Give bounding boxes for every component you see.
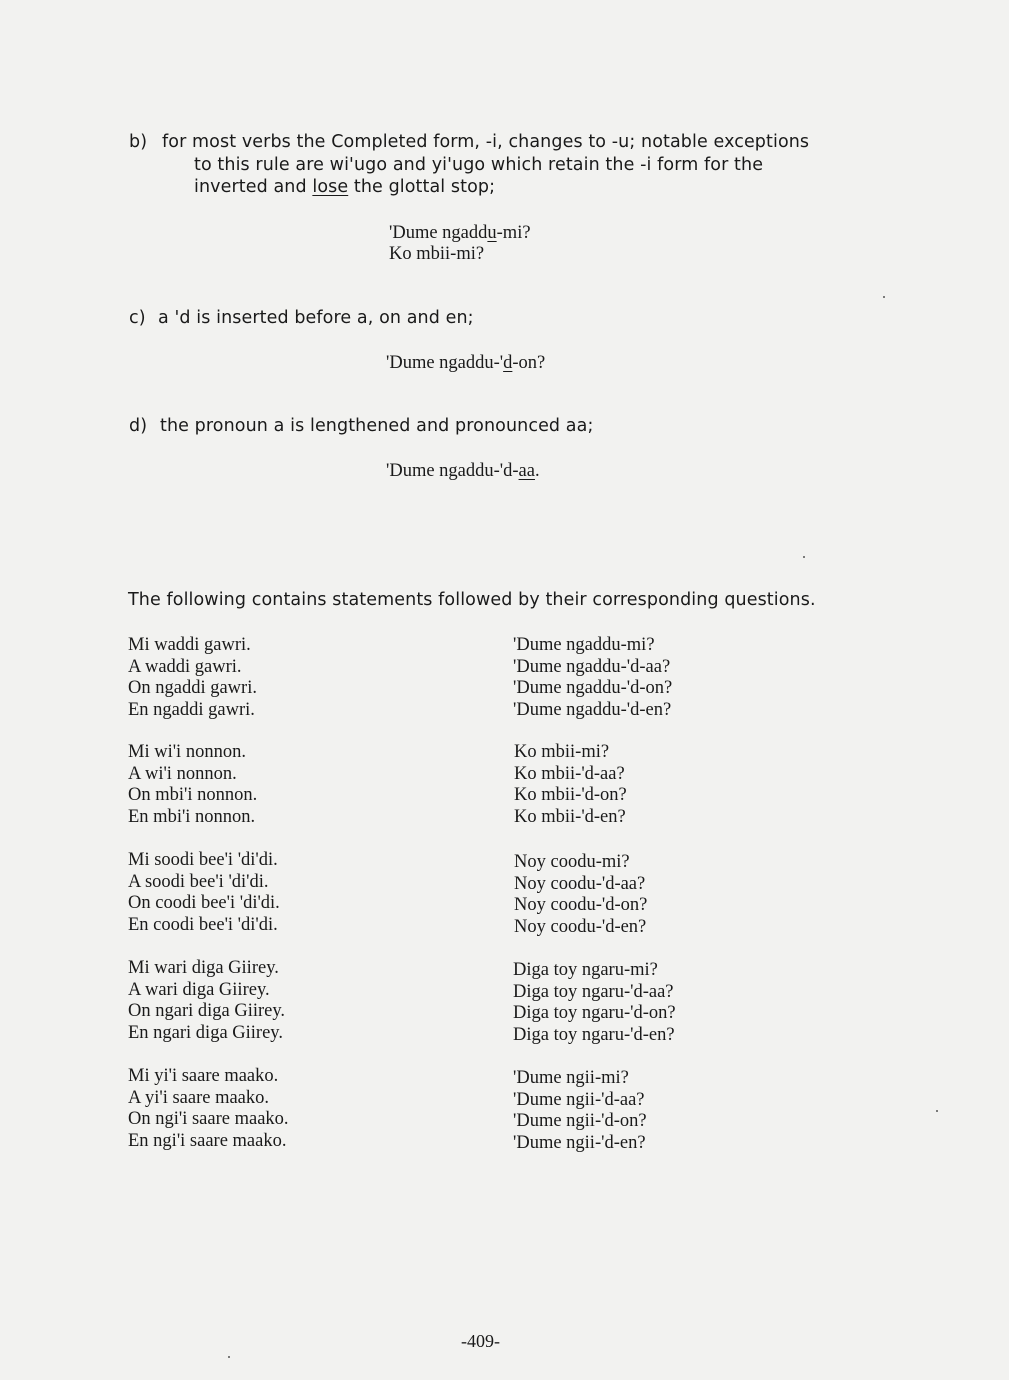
statement: On ngari diga Giirey. [128, 1001, 286, 1022]
question: Ko mbii-'d-en? [514, 807, 626, 828]
rule-b-marker: b) [129, 132, 148, 152]
statement: On ngaddi gawri. [128, 678, 257, 699]
statement: En mbi'i nonnon. [128, 807, 256, 828]
question-group-1 [513, 635, 672, 722]
question: Noy coodu-mi? [514, 852, 630, 872]
question: Diga toy ngaru-'d-aa? [513, 981, 674, 1002]
statement-group-4 [128, 958, 285, 1045]
statement: A yi'i saare maako. [128, 1087, 270, 1108]
statement: Mi soodi bee'i 'di'di. [128, 850, 278, 870]
statement: On ngi'i saare maako. [128, 1109, 289, 1130]
rule-b-line-2: to this rule are wi'ugo and yi'ugo which retain the -i form for the [194, 155, 764, 175]
statement-group-1 [128, 635, 257, 722]
question: Noy coodu-'d-on? [514, 895, 648, 916]
rule-b-example-2: Ko mbii-mi? [389, 244, 485, 264]
scan-speck [803, 556, 805, 558]
question-group-3 [514, 852, 647, 939]
question: Noy coodu-'d-aa? [514, 873, 646, 894]
statement: Mi wi'i nonnon. [128, 742, 246, 762]
question: 'Dume ngaddu-'d-on? [513, 678, 673, 699]
question: 'Dume ngaddu-'d-en? [513, 700, 672, 721]
statement: En coodi bee'i 'di'di. [128, 915, 278, 936]
statement-group-3 [128, 850, 280, 937]
question: Ko mbii-'d-aa? [514, 763, 625, 784]
rule-d-example: 'Dume ngaddu-'d-aa. [386, 461, 540, 481]
question: Noy coodu-'d-en? [514, 917, 647, 938]
question: 'Dume ngii-mi? [513, 1068, 629, 1088]
question: Diga toy ngaru-'d-en? [513, 1025, 675, 1046]
question: Diga toy ngaru-'d-on? [513, 1003, 676, 1024]
question: Ko mbii-'d-on? [514, 785, 627, 806]
statement: En ngi'i saare maako. [128, 1131, 287, 1152]
question: 'Dume ngii-'d-aa? [513, 1089, 645, 1110]
rule-c-text: a 'd is inserted before a, on and en; [158, 308, 474, 328]
question: 'Dume ngii-'d-en? [513, 1133, 646, 1154]
statement: A waddi gawri. [128, 656, 242, 677]
question: 'Dume ngii-'d-on? [513, 1111, 647, 1132]
question-group-4 [513, 960, 676, 1047]
rule-c-marker: c) [129, 308, 146, 328]
rule-c-example: 'Dume ngaddu-'d-on? [386, 353, 546, 373]
statement: En ngaddi gawri. [128, 700, 255, 721]
statement: A wari diga Giirey. [128, 979, 270, 1000]
statement: En ngari diga Giirey. [128, 1023, 283, 1044]
statement-group-2 [128, 742, 257, 829]
question: Ko mbii-mi? [514, 742, 610, 762]
page-number: -409- [461, 1331, 500, 1351]
statement: Mi waddi gawri. [128, 635, 251, 655]
statement: A wi'i nonnon. [128, 763, 237, 784]
rule-d-text: the pronoun a is lengthened and pronounced aa; [160, 416, 594, 436]
scan-speck [936, 1110, 938, 1112]
question: 'Dume ngaddu-mi? [513, 635, 655, 655]
statement: Mi yi'i saare maako. [128, 1066, 279, 1086]
statement: On coodi bee'i 'di'di. [128, 893, 280, 914]
rule-b-example-1: 'Dume ngaddu-mi? [389, 223, 531, 243]
question-group-5 [513, 1068, 647, 1155]
intro-sentence: The following contains statements followed by their corresponding questions. [128, 590, 816, 610]
question: Diga toy ngaru-mi? [513, 960, 658, 980]
scan-speck [228, 1356, 230, 1358]
statement-group-5 [128, 1066, 289, 1153]
rule-b-line-1: for most verbs the Completed form, -i, changes to -u; notable exceptions [162, 132, 810, 152]
question: 'Dume ngaddu-'d-aa? [513, 656, 671, 677]
scan-speck [883, 296, 885, 298]
question-group-2 [514, 742, 627, 829]
rule-d-marker: d) [129, 416, 148, 436]
statement: A soodi bee'i 'di'di. [128, 871, 269, 892]
rule-b-line-3: inverted and lose the glottal stop; [194, 177, 496, 197]
statement: On mbi'i nonnon. [128, 785, 258, 806]
statement: Mi wari diga Giirey. [128, 958, 279, 978]
